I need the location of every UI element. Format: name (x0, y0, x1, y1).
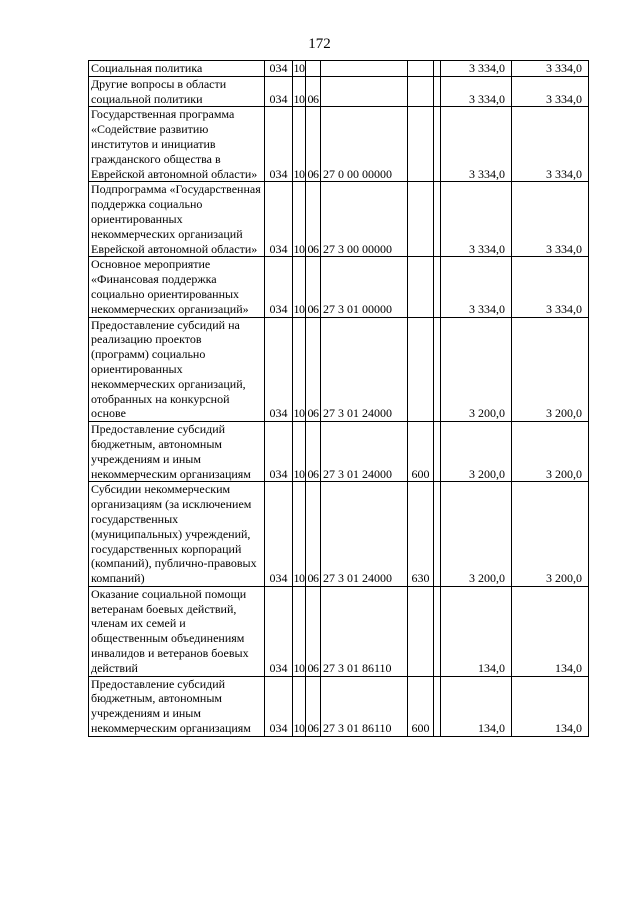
row-empty-cell (434, 422, 441, 482)
row-target-article-cell: 27 3 01 86110 (321, 676, 408, 736)
row-name-cell: Предоставление субсидий на реализацию проектов (программ) социально ориентированных некоммерческих организаций, отобранных на конкурсной основе (89, 317, 265, 422)
row-amount-1-cell: 3 200,0 (441, 482, 512, 587)
table-row (89, 422, 589, 482)
row-expense-type-cell (408, 317, 434, 422)
row-section-cell: 10 (293, 76, 306, 107)
row-empty-cell (434, 61, 441, 77)
row-amount-1-cell: 3 334,0 (441, 61, 512, 77)
row-name-cell: Предоставление субсидий бюджетным, автономным учреждениям и иным некоммерческим организациям (89, 676, 265, 736)
table-row (89, 586, 589, 676)
row-subsection-cell: 06 (306, 586, 321, 676)
row-subsection-cell: 06 (306, 76, 321, 107)
row-empty-cell (434, 317, 441, 422)
table-row (89, 182, 589, 257)
row-target-article-cell: 27 3 00 00000 (321, 182, 408, 257)
row-amount-2-cell: 3 334,0 (512, 76, 589, 107)
row-target-article-cell: 27 3 01 00000 (321, 257, 408, 317)
row-ved-cell: 034 (265, 676, 293, 736)
row-ved-cell: 034 (265, 586, 293, 676)
row-ved-cell: 034 (265, 317, 293, 422)
row-expense-type-cell (408, 257, 434, 317)
row-target-article-cell (321, 61, 408, 77)
row-name-cell: Основное мероприятие «Финансовая поддержка социально ориентированных некоммерческих организаций» (89, 257, 265, 317)
row-amount-2-cell: 3 334,0 (512, 61, 589, 77)
row-empty-cell (434, 107, 441, 182)
row-ved-cell: 034 (265, 482, 293, 587)
row-ved-cell: 034 (265, 76, 293, 107)
row-amount-2-cell: 3 200,0 (512, 317, 589, 422)
row-ved-cell: 034 (265, 422, 293, 482)
row-section-cell: 10 (293, 317, 306, 422)
table-row (89, 317, 589, 422)
row-name-cell: Оказание социальной помощи ветеранам боевых действий, членам их семей и общественным объединениям инвалидов и ветеранов боевых действий (89, 586, 265, 676)
row-section-cell: 10 (293, 257, 306, 317)
row-expense-type-cell (408, 76, 434, 107)
page-number: 172 (308, 36, 331, 52)
budget-table (88, 60, 589, 737)
row-amount-1-cell: 3 334,0 (441, 182, 512, 257)
row-expense-type-cell: 600 (408, 422, 434, 482)
row-amount-2-cell: 3 334,0 (512, 107, 589, 182)
row-amount-2-cell: 3 334,0 (512, 257, 589, 317)
row-expense-type-cell (408, 61, 434, 77)
row-amount-1-cell: 3 200,0 (441, 422, 512, 482)
row-amount-2-cell: 134,0 (512, 676, 589, 736)
row-amount-1-cell: 3 334,0 (441, 257, 512, 317)
row-empty-cell (434, 76, 441, 107)
row-target-article-cell: 27 3 01 24000 (321, 317, 408, 422)
row-target-article-cell: 27 3 01 24000 (321, 422, 408, 482)
row-name-cell: Субсидии некоммерческим организациям (за исключением государственных (муниципальных) учреждений, государственных корпораций (компаний), публично-правовых компаний) (89, 482, 265, 587)
row-expense-type-cell (408, 586, 434, 676)
row-ved-cell: 034 (265, 61, 293, 77)
row-target-article-cell: 27 3 01 86110 (321, 586, 408, 676)
row-name-cell: Подпрограмма «Государственная поддержка социально ориентированных некоммерческих организаций Еврейской автономной области» (89, 182, 265, 257)
row-name-cell: Государственная программа «Содействие развитию институтов и инициатив гражданского общества в Еврейской автономной области» (89, 107, 265, 182)
table-row (89, 76, 589, 107)
row-subsection-cell: 06 (306, 257, 321, 317)
row-expense-type-cell (408, 107, 434, 182)
row-subsection-cell: 06 (306, 107, 321, 182)
row-amount-1-cell: 134,0 (441, 676, 512, 736)
table-row (89, 257, 589, 317)
table-row (89, 61, 589, 77)
row-expense-type-cell: 600 (408, 676, 434, 736)
row-section-cell: 10 (293, 61, 305, 75)
table-row (89, 676, 589, 736)
row-subsection-cell (306, 61, 321, 77)
row-empty-cell (434, 586, 441, 676)
row-amount-2-cell: 3 200,0 (512, 422, 589, 482)
row-empty-cell (434, 257, 441, 317)
table-row (89, 482, 589, 587)
row-amount-1-cell: 3 334,0 (441, 107, 512, 182)
row-section-cell: 10 (293, 586, 306, 676)
row-expense-type-cell: 630 (408, 482, 434, 587)
row-subsection-cell: 06 (306, 422, 321, 482)
row-section-cell: 10 (293, 422, 306, 482)
row-empty-cell (434, 482, 441, 587)
row-target-article-cell (321, 76, 408, 107)
row-section-cell: 10 (293, 107, 306, 182)
row-name-cell: Социальная политика (89, 61, 265, 77)
row-amount-2-cell: 3 200,0 (512, 482, 589, 587)
row-empty-cell (434, 676, 441, 736)
row-target-article-cell: 27 3 01 24000 (321, 482, 408, 587)
row-section-cell: 10 (293, 182, 306, 257)
row-expense-type-cell (408, 182, 434, 257)
row-empty-cell (434, 182, 441, 257)
row-name-cell: Другие вопросы в области социальной политики (89, 76, 265, 107)
row-ved-cell: 034 (265, 182, 293, 257)
row-ved-cell: 034 (265, 257, 293, 317)
row-section-cell: 10 (293, 676, 306, 736)
row-subsection-cell: 06 (306, 317, 321, 422)
row-amount-1-cell: 134,0 (441, 586, 512, 676)
row-amount-1-cell: 3 200,0 (441, 317, 512, 422)
table-row (89, 107, 589, 182)
row-subsection-cell: 06 (306, 676, 321, 736)
row-amount-2-cell: 134,0 (512, 586, 589, 676)
row-ved-cell: 034 (265, 107, 293, 182)
row-name-cell: Предоставление субсидий бюджетным, автономным учреждениям и иным некоммерческим организациям (89, 422, 265, 482)
row-subsection-cell: 06 (306, 482, 321, 587)
row-subsection-cell: 06 (306, 182, 321, 257)
row-section-cell: 10 (293, 482, 306, 587)
row-target-article-cell: 27 0 00 00000 (321, 107, 408, 182)
row-amount-2-cell: 3 334,0 (512, 182, 589, 257)
row-amount-1-cell: 3 334,0 (441, 76, 512, 107)
